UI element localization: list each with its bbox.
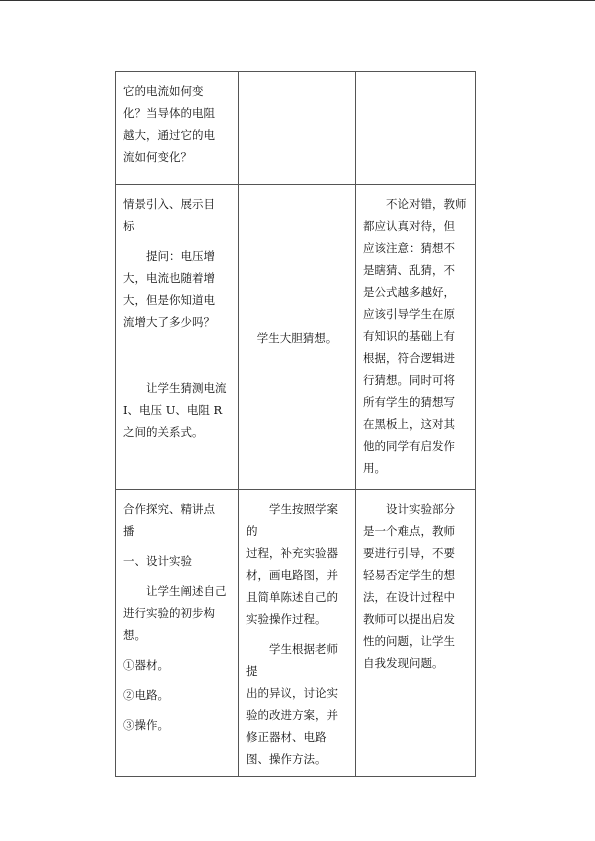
- text-line: 自我发现问题。: [363, 656, 444, 670]
- text-line: 教师可以提出启发: [363, 612, 455, 626]
- text-line: 应该注意：猜想不: [363, 241, 455, 255]
- text-line: 流如何变化？: [123, 150, 192, 164]
- table-row: [116, 490, 476, 777]
- row1-col2-cell: [239, 72, 356, 185]
- text-line: 是瞎猜、乱猜，不: [363, 263, 455, 277]
- section-heading-line: 标: [123, 219, 135, 233]
- subheading: 一、设计实验: [123, 554, 192, 568]
- text-line: 根据，符合逻辑进: [363, 351, 455, 365]
- row1-col3-cell: [356, 72, 476, 185]
- text-line: 大，电流也随着增: [123, 271, 215, 285]
- text-line: 在黑板上，这对其: [363, 417, 455, 431]
- text-line: 学生按照学案的: [246, 502, 338, 538]
- section-heading-line: 播: [123, 524, 135, 538]
- table-row: [116, 72, 476, 185]
- text-line: 出的异议，讨论实: [246, 686, 338, 700]
- text-line: 提问：电压增: [146, 249, 215, 263]
- text-line: 过程，补充实验器: [246, 546, 338, 560]
- text-line: I、电压 U、电阻 R: [123, 403, 223, 417]
- row3-col1-cell: [116, 490, 239, 777]
- text-line: 实验操作过程。: [246, 612, 327, 626]
- text-line: 应该引导学生在原: [363, 307, 455, 321]
- text-line: 材，画电路图，并: [246, 568, 338, 582]
- row1-col1-cell: [116, 72, 239, 185]
- lesson-plan-table: [115, 71, 476, 777]
- list-item: ①器材。: [123, 658, 169, 672]
- text-line: 学生根据老师提: [246, 642, 338, 678]
- text-line: 都应认真对待，但: [363, 219, 455, 233]
- table-row: [116, 185, 476, 490]
- page-top-rule: [0, 0, 595, 1]
- text-line: 用。: [363, 461, 386, 475]
- text-line: 验的改进方案，并: [246, 708, 338, 722]
- text-line: 有知识的基础上有: [363, 329, 455, 343]
- text-line: 是公式越多越好，: [363, 285, 455, 299]
- section-heading-line: 情景引入、展示目: [123, 197, 215, 211]
- section-heading-line: 合作探究、精讲点: [123, 502, 215, 516]
- text-line: 图、操作方法。: [246, 752, 327, 766]
- text-line: 大，但是你知道电: [123, 293, 215, 307]
- text-line: 让学生阐述自己: [146, 584, 227, 598]
- text-line: 想。: [123, 628, 146, 642]
- text-line: 不论对错，教师: [386, 197, 467, 211]
- text-line: 他的同学有启发作: [363, 439, 455, 453]
- text-line: 是一个难点，教师: [363, 524, 455, 538]
- row2-col1-cell: [116, 185, 239, 490]
- text-line: 设计实验部分: [386, 502, 455, 516]
- text-line: 行猜想。同时可将: [363, 373, 455, 387]
- text-line: 修正器材、电路: [246, 730, 327, 744]
- text-line: 它的电流如何变: [123, 84, 204, 98]
- text-line: 进行实验的初步构: [123, 606, 215, 620]
- text-line: 学生大胆猜想。: [256, 331, 338, 345]
- text-line: 性的问题，让学生: [363, 634, 455, 648]
- text-line: 之间的关系式。: [123, 425, 204, 439]
- text-line: 让学生猜测电流: [146, 381, 227, 395]
- text-line: 轻易否定学生的想: [363, 568, 455, 582]
- text-line: 越大，通过它的电: [123, 128, 215, 142]
- text-line: 化？当导体的电阻: [123, 106, 215, 120]
- text-line: 法，在设计过程中: [363, 590, 455, 604]
- list-item: ②电路。: [123, 688, 169, 702]
- text-line: 流增大了多少吗？: [123, 315, 215, 329]
- text-line: 且简单陈述自己的: [246, 590, 338, 604]
- text-line: 所有学生的猜想写: [363, 395, 455, 409]
- text-line: 要进行引导，不要: [363, 546, 455, 560]
- row3-col2-cell: [239, 490, 356, 777]
- row2-col2-cell: [239, 185, 356, 490]
- list-item: ③操作。: [123, 718, 169, 732]
- row3-col3-cell: [356, 490, 476, 777]
- row2-col3-cell: [356, 185, 476, 490]
